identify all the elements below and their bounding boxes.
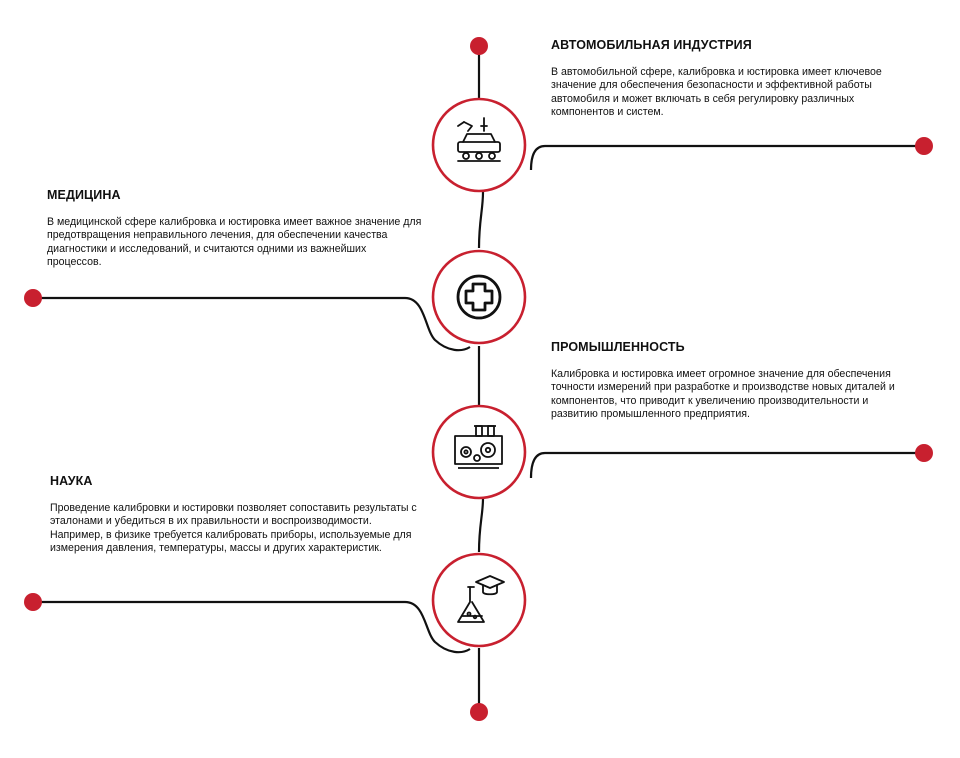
end-dot-medicine <box>24 289 42 307</box>
branch-line-science <box>33 602 470 652</box>
branch-line-industry <box>531 453 924 478</box>
icon-circle-industry <box>433 406 525 498</box>
icon-circle-science <box>433 554 525 646</box>
section-medicine <box>47 188 422 270</box>
icon-circle-medicine <box>433 251 525 343</box>
section-science <box>50 474 430 556</box>
section-medicine-text: В медицинской сфере калибровка и юстировка имеет важное значение для предотвращения неправильного лечения, для обеспечении качества диагностики и исследований, и считаются одними из важнейших процессов. <box>47 216 422 269</box>
end-dot-auto <box>915 137 933 155</box>
section-medicine-title: МЕДИЦИНА <box>47 188 121 202</box>
end-dot-top <box>470 37 488 55</box>
section-science-text-1: Проведение калибровки и юстировки позволяет сопоставить результаты с эталонами и убедиться в их правильности и воспроизводимости. <box>50 502 417 528</box>
section-automotive <box>551 38 911 120</box>
section-automotive-text: В автомобильной сфере, калибровка и юстировка имеет ключевое значение для обеспечения безопасности и эффективной работы автомобиля и может включать в себя регулировку различных компонентов и систем. <box>551 66 882 119</box>
end-dot-bottom <box>470 703 488 721</box>
branch-line-auto <box>531 146 924 170</box>
section-industry <box>551 340 911 422</box>
section-industry-title: ПРОМЫШЛЕННОСТЬ <box>551 340 685 354</box>
end-dot-industry <box>915 444 933 462</box>
icon-circle-auto <box>433 99 525 191</box>
section-automotive-title: АВТОМОБИЛЬНАЯ ИНДУСТРИЯ <box>551 38 752 52</box>
section-science-text-2: Например, в физике требуется калибровать приборы, используемые для измерения давления, температуры, массы и других характеристик. <box>50 528 412 555</box>
end-dot-science <box>24 593 42 611</box>
section-science-title: НАУКА <box>50 474 93 488</box>
branch-line-medicine <box>33 298 470 350</box>
section-industry-text: Калибровка и юстировка имеет огромное значение для обеспечения точности измерений при разработке и производстве новых диталей и компонентов, что приводит к увеличению производительности и развитию промышленного предприятия. <box>551 368 895 421</box>
